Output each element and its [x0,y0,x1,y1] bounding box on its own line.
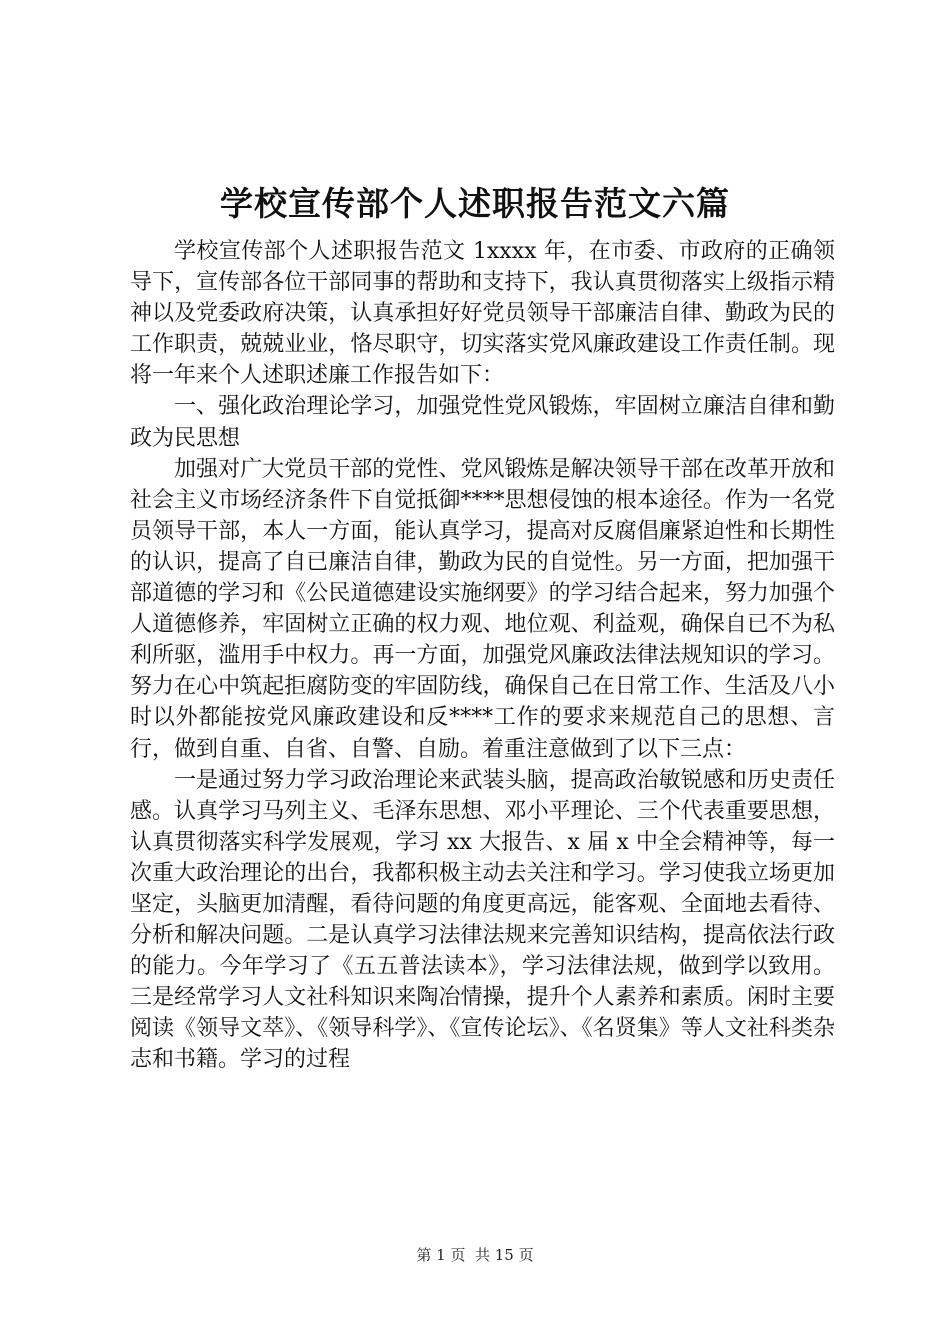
document-body [130,236,835,1076]
body-paragraph: 加强对广大党员干部的党性、党风锻炼是解决领导干部在改革开放和社会主义市场经济条件下自觉抵御****思想侵蚀的根本途径。作为一名党员领导干部，本人一方面，能认真学习，提高对反腐倡廉紧迫性和长期性的认识，提高了自已廉洁自律，勤政为民的自觉性。另一方面，把加强干部道德的学习和《公民道德建设实施纲要》的学习结合起来，努力加强个人道德修养，牢固树立正确的权力观、地位观、利益观，确保自已不为私利所驱，滥用手中权力。再一方面，加强党风廉政法律法规知识的学习。努力在心中筑起拒腐防变的牢固防线，确保自己在日常工作、生活及八小时以外都能按党风廉政建设和反****工作的要求来规范自己的思想、言行，做到自重、自省、自警、自励。着重注意做到了以下三点： [130,456,835,762]
document-title: 学校宣传部个人述职报告范文六篇 [220,184,730,223]
section-heading: 一、强化政治理论学习，加强党性党风锻炼，牢固树立廉洁自律和勤政为民思想 [130,394,835,451]
body-paragraph: 一是通过努力学习政治理论来武装头脑，提高政治敏锐感和历史责任感。认真学习马列主义、毛泽东思想、邓小平理论、三个代表重要思想，认真贯彻落实科学发展观，学习 xx 大报告、x 届 x 中全会精神等，每一次重大政治理论的出台，我都积极主动去关注和学习。学习使我立场更加坚定，头脑更加清醒，看待问题的角度更高远，能客观、全面地去看待、分析和解决问题。二是认真学习法律法规来完善知识结构，提高依法行政的能力。今年学习了《五五普法读本》，学习法律法规，做到学以致用。三是经常学习人文社科知识来陶冶情操，提升个人素养和素质。闲时主要阅读《领导文萃》、《领导科学》、《宣传论坛》、《名贤集》等人文社科类杂志和书籍。学习的过程 [130,767,835,1073]
page-footer [0,1245,950,1265]
body-paragraph: 学校宣传部个人述职报告范文 1xxxx 年，在市委、市政府的正确领导下，宣传部各位干部同事的帮助和支持下，我认真贯彻落实上级指示精神以及党委政府决策，认真承担好好党员领导干部廉洁自律、勤政为民的工作职责，兢兢业业，恪尽职守，切实落实党风廉政建设工作责任制。现将一年来个人述职述廉工作报告如下： [130,239,835,389]
page-number: 第 1 页 共 15 页 [416,1246,534,1264]
